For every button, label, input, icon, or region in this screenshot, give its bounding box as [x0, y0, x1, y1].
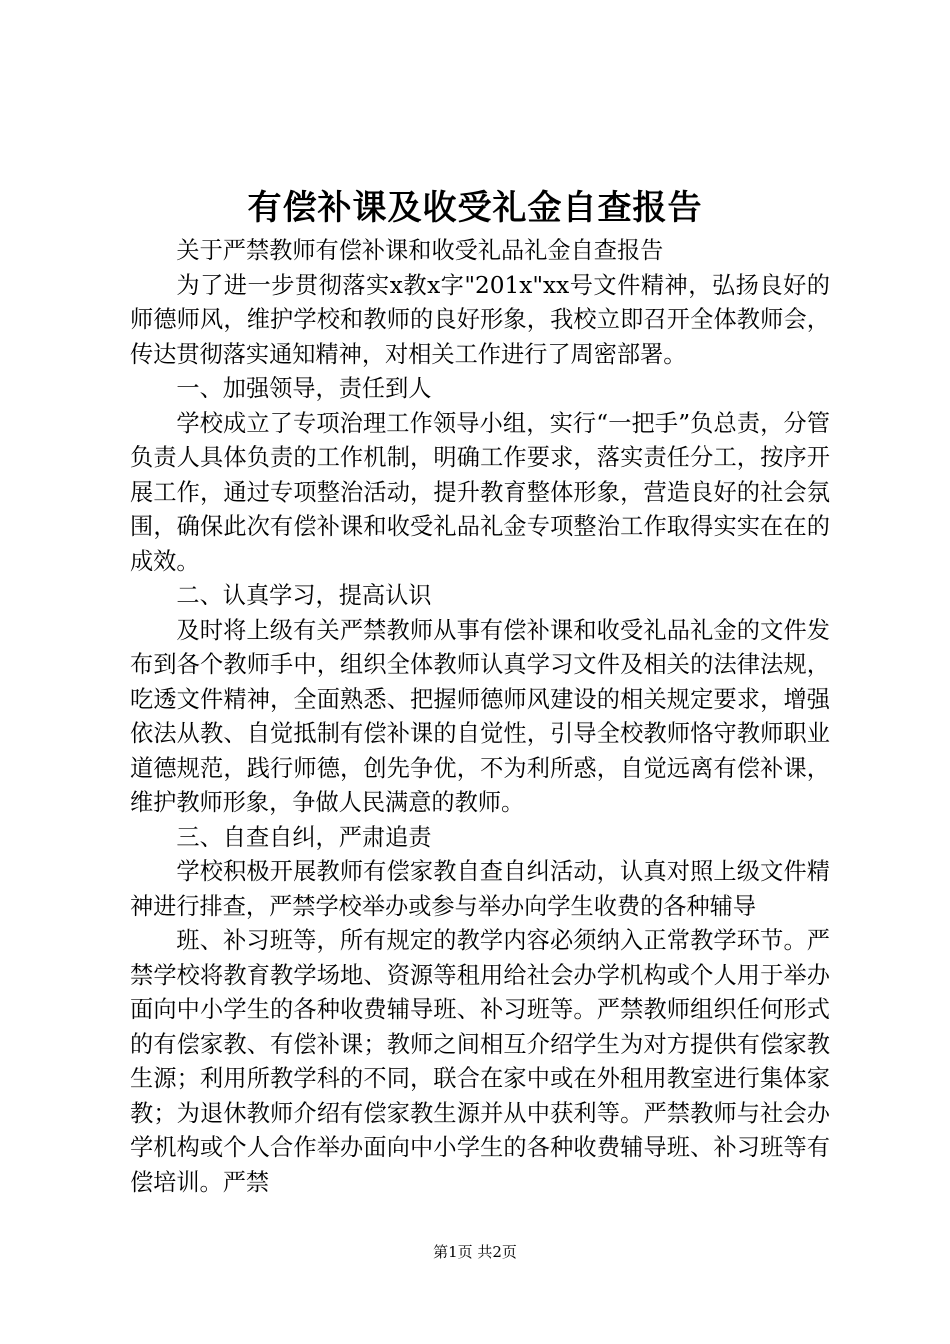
- paragraph: 及时将上级有关严禁教师从事有偿补课和收受礼品礼金的文件发布到各个教师手中，组织全体教师认真学习文件及相关的法律法规，吃透文件精神，全面熟悉、把握师德师风建设的相关规定要求，增强依法从教、自觉抵制有偿补课的自觉性，引导全校教师恪守教师职业道德规范，践行师德，创先争优，不为利所惑，自觉远离有偿补课，维护教师形象，争做人民满意的教师。: [130, 616, 830, 816]
- document-title: 有偿补课及收受礼金自查报告: [247, 188, 703, 228]
- paragraph: 为了进一步贯彻落实x教x字"201x"xx号文件精神，弘扬良好的师德师风，维护学校和教师的良好形象，我校立即召开全体教师会，传达贯彻落实通知精神，对相关工作进行了周密部署。: [130, 271, 830, 368]
- paragraph: 关于严禁教师有偿补课和收受礼品礼金自查报告: [176, 237, 664, 264]
- section-heading: 三、自查自纠，严肃追责: [176, 823, 432, 851]
- paragraph: 班、补习班等，所有规定的教学内容必须纳入正常教学环节。严禁学校将教育教学场地、资源等租用给社会办学机构或个人用于举办面向中小学生的各种收费辅导班、补习班等。严禁教师组织任何形式的有偿家教、有偿补课；教师之间相互介绍学生为对方提供有偿家教生源；利用所教学科的不同，联合在家中或在外租用教室进行集体家教；为退休教师介绍有偿家教生源并从中获利等。严禁教师与社会办学机构或个人合作举办面向中小学生的各种收费辅导班、补习班等有偿培训。严禁: [130, 927, 830, 1196]
- section-heading: 一、加强领导，责任到人: [176, 375, 432, 402]
- paragraph: 学校成立了专项治理工作领导小组，实行“一把手”负总责，分管负责人具体负责的工作机制，明确工作要求，落实责任分工，按序开展工作，通过专项整治活动，提升教育整体形象，营造良好的社会氛围，确保此次有偿补课和收受礼品礼金专项整治工作取得实实在在的成效。: [130, 409, 830, 575]
- paragraph: 学校积极开展教师有偿家教自查自纠活动，认真对照上级文件精神进行排查，严禁学校举办或参与举办向学生收费的各种辅导: [130, 858, 830, 920]
- page-footer: 第1页 共2页: [433, 1243, 517, 1261]
- document-body: [130, 234, 830, 1200]
- section-heading: 二、认真学习，提高认识: [176, 582, 432, 609]
